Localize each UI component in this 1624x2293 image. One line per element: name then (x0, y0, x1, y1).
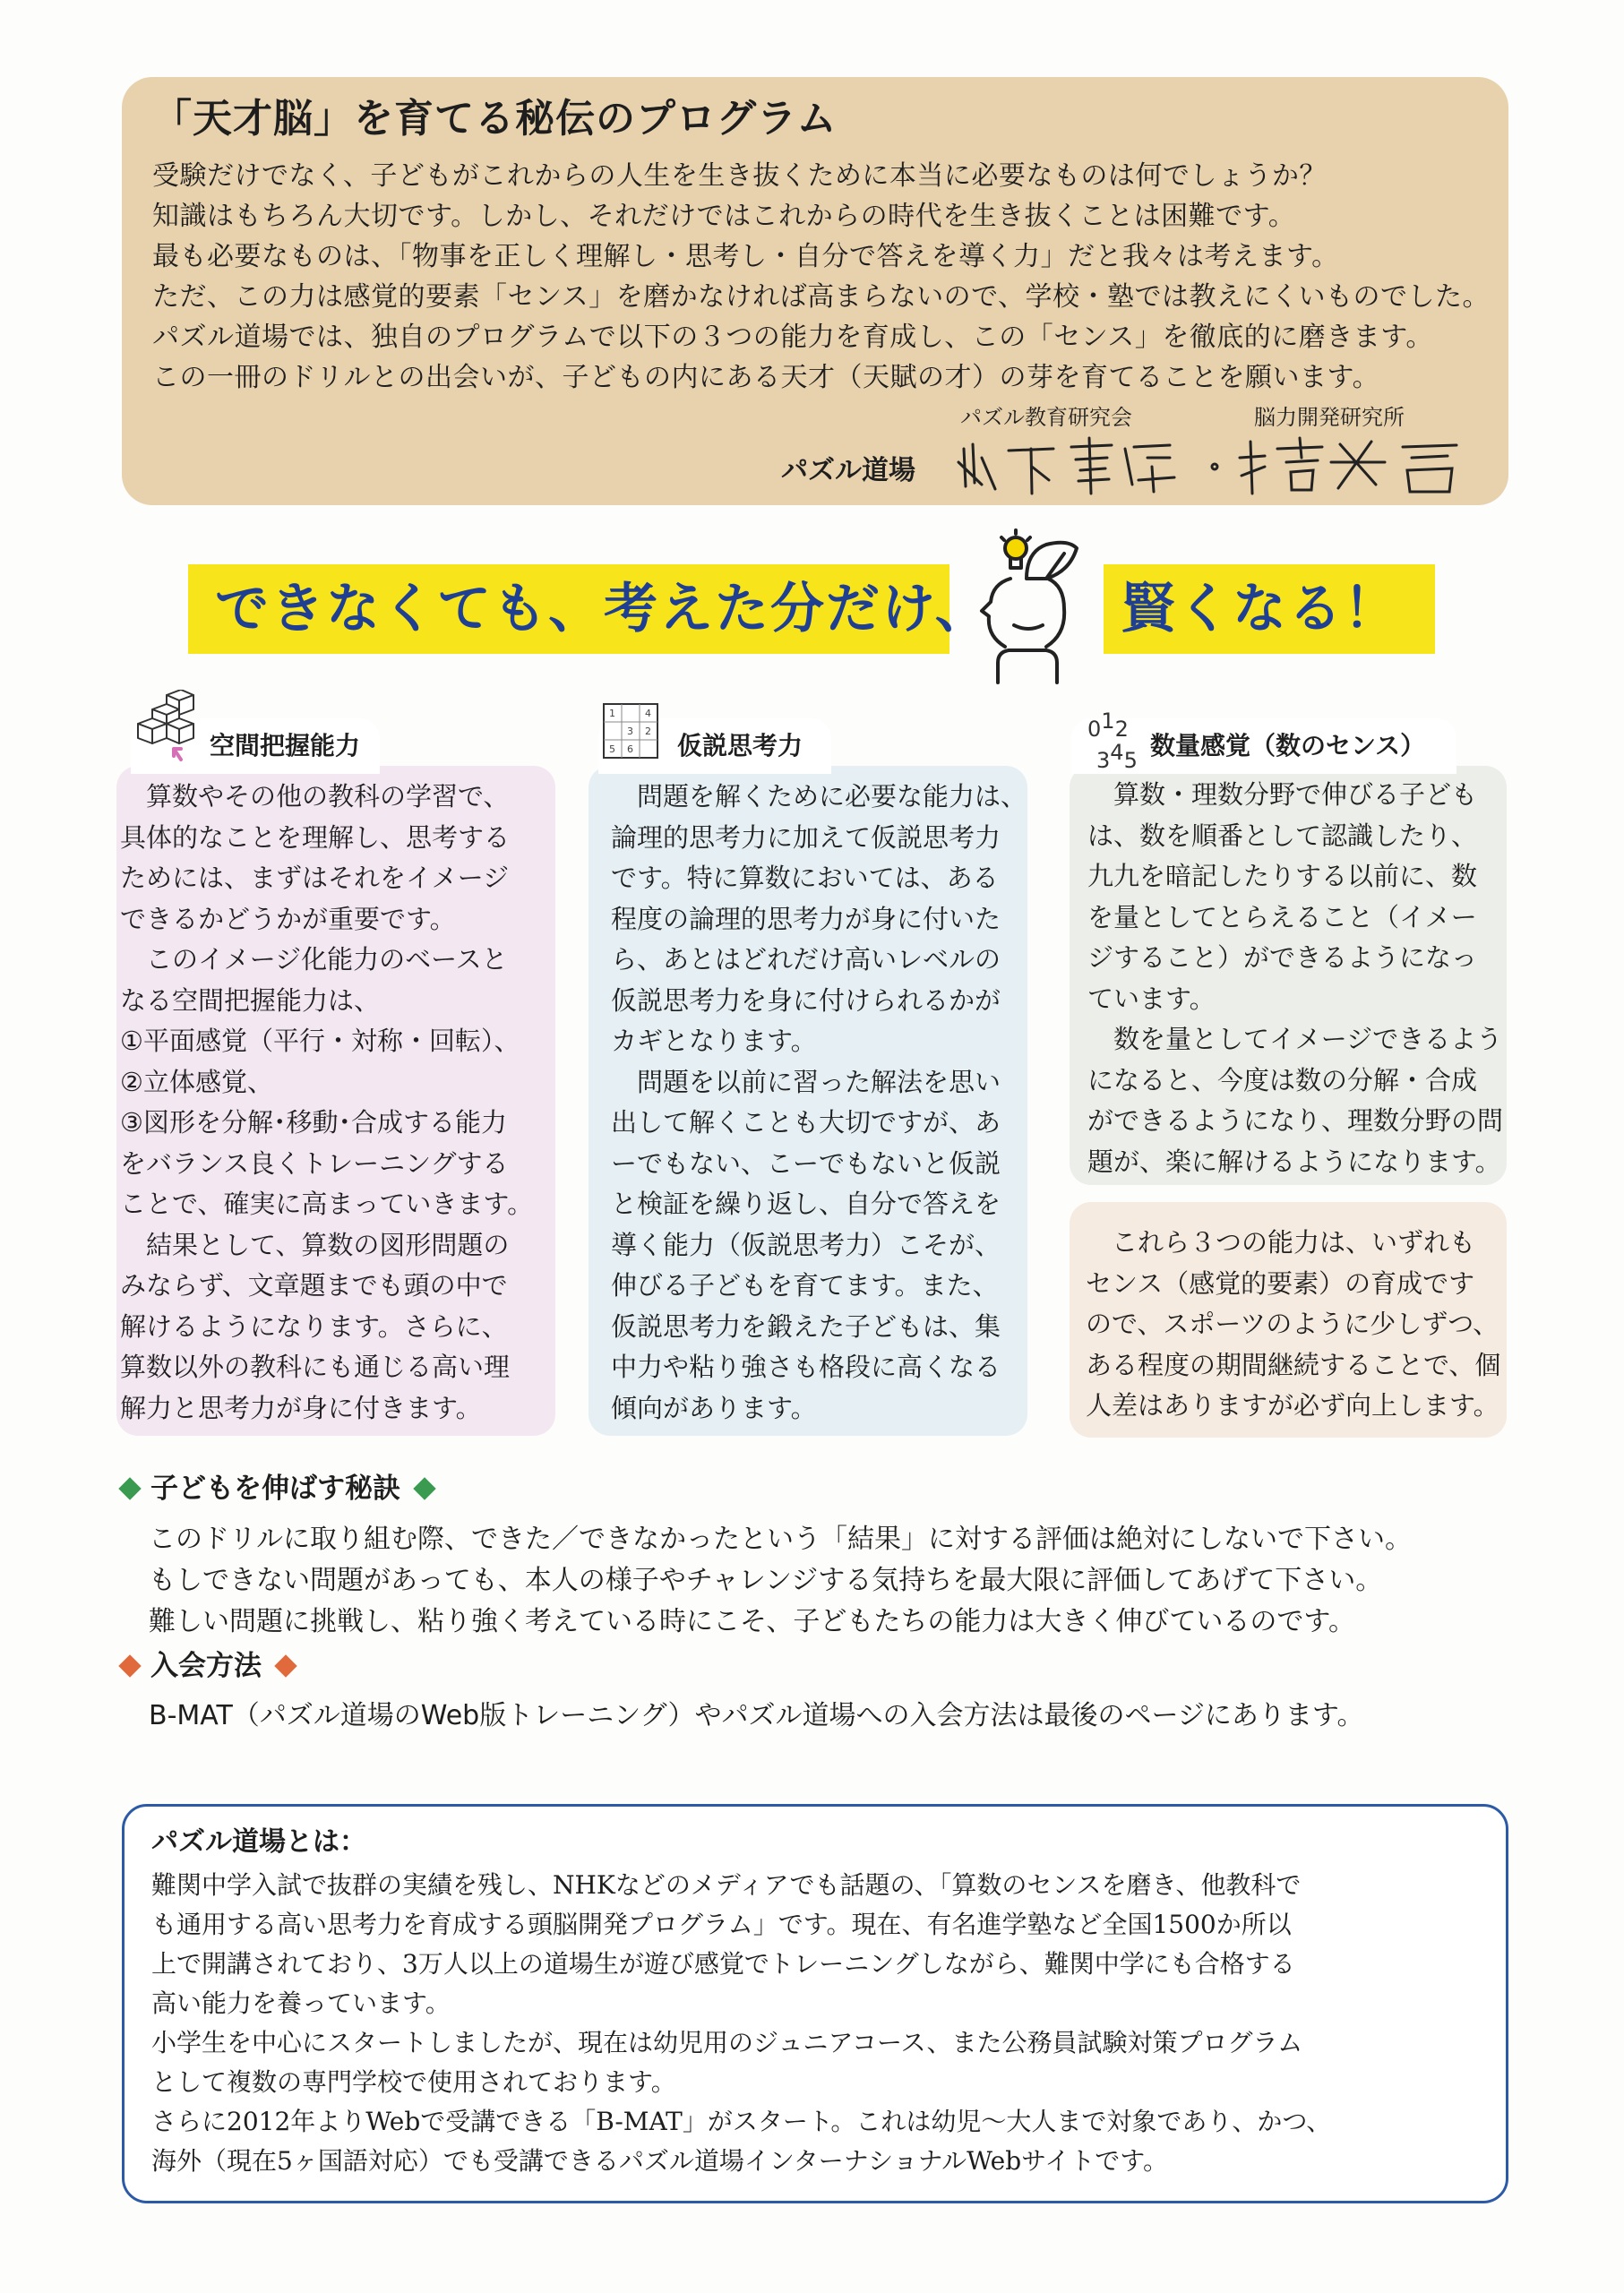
about-line: 難関中学入試で抜群の実績を残し、NHKなどのメディアでも話題の、「算数のセンスを磨き、他教科で (151, 1870, 1302, 1900)
org-name-puzzle-education: パズル教育研究会 (960, 405, 1132, 430)
digit: 1 (1101, 709, 1115, 734)
digit: 4 (1110, 740, 1124, 765)
about-title: パズル道場とは： (151, 1826, 366, 1858)
svg-text:1: 1 (609, 708, 615, 719)
about-line: 小学生を中心にスタートしましたが、現在は幼児用のジュニアコース、また公務員試験対策プログラム (151, 2028, 1303, 2057)
intro-title: 「天才脳」を育てる秘伝のプログラム (152, 96, 838, 142)
digit: 3 (1096, 748, 1111, 773)
text-line: ①平面感覚（平行・対称・回転）、 (120, 1026, 520, 1056)
org-name-brain-development: 脳力開発研究所 (1254, 405, 1405, 430)
diamond-icon (118, 1654, 141, 1677)
text-line: 算数やその他の教科の学習で、 (120, 781, 510, 812)
about-line: さらに2012年よりWebで受講できる「B-MAT」がスタート。これは幼児〜大人まで対象であり、かつ、 (151, 2107, 1332, 2136)
text-line: 程度の論理的思考力が身に付いた (611, 903, 1001, 934)
text-line: ためには、まずはそれをイメージ (120, 863, 510, 893)
diamond-icon (413, 1477, 435, 1499)
text-line: です。特に算数においては、ある (611, 863, 999, 893)
cubes-icon (134, 690, 197, 763)
text-line: このイメージ化能力のベースと (120, 944, 508, 975)
slogan-left-banner (188, 564, 991, 654)
about-line: 上で開講されており、3万人以上の道場生が遊び感覚でトレーニングしながら、難関中学にも合格する (151, 1949, 1295, 1979)
text-line: 数を量としてイメージできるよう (1087, 1024, 1503, 1054)
hypothesis-thinking-text (611, 777, 1027, 1429)
text-line: 解力と思考力が身に付きます。 (120, 1392, 482, 1423)
text-line: 伸びる子どもを育てます。また、 (611, 1270, 999, 1301)
text-line: 出して解くことも大切ですが、あ (611, 1107, 1001, 1138)
text-line: これら３つの能力は、いずれも (1086, 1227, 1476, 1258)
intro-line: この一冊のドリルとの出会いが、子どもの内にある天才（天賦の才）の芽を育てることを願います。 (152, 362, 1380, 393)
svg-text:2: 2 (645, 726, 651, 737)
intro-line: ただ、この力は感覚的要素「センス」を磨かなければ高まらないので、学校・塾では教えにくいものでした。 (152, 281, 1490, 313)
text-line: は、数を順番として認識したり、 (1087, 820, 1478, 851)
signature-block (122, 399, 1508, 498)
text-line: ある程度の期間継続することで、個 (1086, 1349, 1501, 1380)
svg-text:3: 3 (627, 726, 633, 737)
text-line: 算数・理数分野で伸びる子ども (1087, 779, 1478, 810)
digit: 0 (1087, 717, 1102, 742)
text-line: 仮説思考力を身に付けられるかが (611, 984, 1001, 1016)
text-line: 中力や粘り強さも格段に高くなる (611, 1352, 1001, 1382)
diamond-icon (274, 1654, 296, 1677)
text-line: 具体的なことを理解し、思考する (120, 821, 511, 853)
svg-text:6: 6 (627, 743, 633, 755)
text-line: ジすること）ができるようになっ (1087, 942, 1478, 973)
text-line: カギとなります。 (611, 1026, 817, 1056)
tips-line: もしできない問題があっても、本人の様子やチャレンジする気持ちを最大限に評価してあげて下さい。 (149, 1565, 1383, 1596)
text-line: と検証を繰り返し、自分で答えを (611, 1189, 1001, 1219)
text-line: 結果として、算数の図形問題の (120, 1229, 510, 1260)
about-line: も通用する高い思考力を育成する頭脳開発プログラム」です。現在、有名進学塾など全国1500か所以 (151, 1910, 1292, 1939)
join-line: B-MAT（パズル道場のWeb版トレーニング）やパズル道場への入会方法は最後のページにあります。 (149, 1700, 1364, 1731)
tips-heading (116, 1471, 445, 1507)
join-heading (116, 1648, 306, 1684)
thinking-head-lightbulb-icon (960, 528, 1095, 685)
svg-text:5: 5 (609, 743, 615, 755)
text-line: センス（感覚的要素）の育成です (1086, 1267, 1475, 1299)
tips-line: このドリルに取り組む際、できた／できなかったという「結果」に対する評価は絶対にしないで下さい。 (149, 1524, 1412, 1555)
text-line: ら、あとはどれだけ高いレベルの (611, 944, 1001, 975)
text-line: になると、今度は数の分解・合成 (1087, 1064, 1478, 1095)
about-line: 海外（現在5ヶ国語対応）でも受講できるパズル道場インターナショナルWebサイトです。 (151, 2146, 1168, 2176)
spatial-ability-title: 空間把握能力 (210, 731, 361, 760)
tips-line: 難しい問題に挑戦し、粘り強く考えている時にこそ、子どもたちの能力は大きく伸びているのです。 (149, 1606, 1355, 1637)
intro-box (122, 77, 1508, 505)
text-line: 導く能力（仮説思考力）こそが、 (611, 1229, 1001, 1260)
text-line: 算数以外の教科にも通じる高い理 (120, 1352, 511, 1382)
text-line: ので、スポーツのように少しずつ、 (1086, 1309, 1499, 1339)
about-box (122, 1804, 1508, 2203)
text-line: みならず、文章題までも頭の中で (120, 1270, 508, 1301)
slogan-right-banner (1104, 564, 1435, 654)
text-line: 題が、楽に解けるようになります。 (1087, 1146, 1501, 1177)
text-line: なる空間把握能力は、 (120, 984, 381, 1016)
text-line: をバランス良くトレーニングする (120, 1147, 509, 1179)
text-line: 問題を以前に習った解法を思い (611, 1066, 1001, 1097)
text-line: できるかどうかが重要です。 (120, 903, 456, 934)
text-line: ーでもない、こーでもないと仮説 (611, 1147, 1001, 1179)
tips-title: 子どもを伸ばす秘訣 (150, 1473, 400, 1505)
text-line: 解けるようになります。さらに、 (120, 1310, 508, 1342)
number-sense-text (1087, 775, 1503, 1182)
intro-line: 最も必要なものは、「物事を正しく理解し・思考し・自分で答えを導く力」だと我々は考えます。 (152, 241, 1339, 272)
text-line: を量としてとらえること（イメー (1087, 901, 1477, 932)
text-line: 傾向があります。 (611, 1392, 817, 1423)
number-sense-title: 数量感覚（数のセンス） (1150, 731, 1426, 760)
svg-text:4: 4 (645, 708, 651, 719)
text-line: ②立体感覚、 (120, 1066, 273, 1097)
sudoku-grid-icon (602, 702, 659, 760)
digit: 5 (1123, 748, 1138, 773)
hypothesis-thinking-title: 仮説思考力 (677, 731, 803, 760)
text-line: ことで、確実に高まっていきます。 (120, 1189, 534, 1219)
join-title: 入会方法 (150, 1650, 262, 1682)
about-line: 高い能力を養っています。 (151, 1988, 451, 2018)
text-line: 九九を暗記したりする以前に、数 (1087, 861, 1478, 891)
intro-line: パズル道場では、独自のプログラムで以下の３つの能力を育成し、この「センス」を徹底的に磨きます。 (152, 322, 1433, 353)
text-line: 論理的思考力に加えて仮説思考力 (611, 821, 1001, 853)
digit: 2 (1114, 717, 1129, 742)
numbers-icon (1086, 709, 1145, 772)
diamond-icon (118, 1477, 141, 1499)
text-line: 人差はありますが必ず向上します。 (1086, 1390, 1499, 1421)
intro-line: 知識はもちろん大切です。しかし、それだけではこれからの時代を生き抜くことは困難です。 (152, 201, 1296, 232)
slogan-left-text: できなくても、考えた分だけ、 (215, 578, 991, 640)
text-line: ています。 (1087, 983, 1216, 1014)
slogan-right-text: 賢くなる！ (1121, 578, 1399, 640)
text-line: 仮説思考力を鍛えた子どもは、集 (611, 1310, 1001, 1342)
text-line: 問題を解くために必要な能力は、 (611, 781, 1027, 812)
spatial-ability-text (120, 777, 533, 1429)
handwritten-signature (955, 431, 1492, 498)
text-line: ③図形を分解･移動･合成する能力 (120, 1107, 507, 1138)
intro-line: 受験だけでなく、子どもがこれからの人生を生き抜くために本当に必要なものは何でしょうか？ (152, 160, 1327, 192)
about-line: として複数の専門学校で使用されております。 (151, 2067, 676, 2097)
dojo-label: パズル道場 (781, 455, 915, 486)
text-line: ができるようになり、理数分野の問 (1087, 1105, 1504, 1136)
summary-text (1086, 1223, 1500, 1427)
